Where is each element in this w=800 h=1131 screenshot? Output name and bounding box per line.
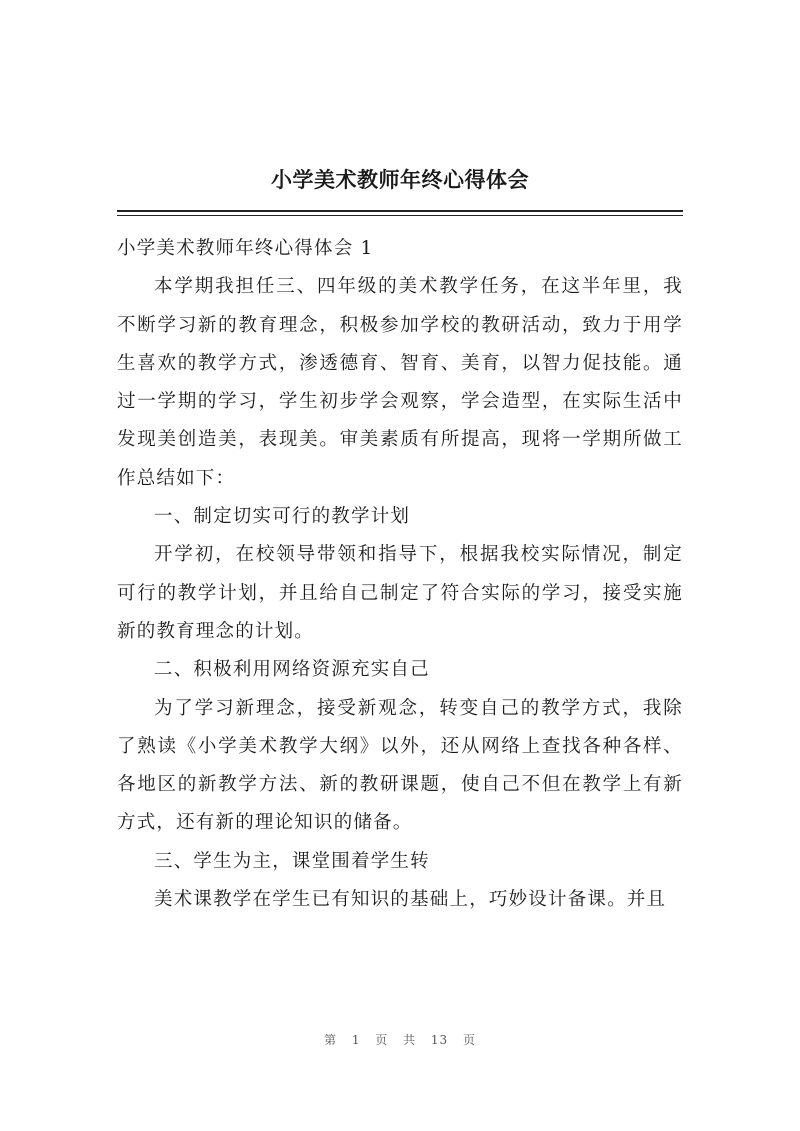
section-heading: 小学美术教师年终心得体会 1 <box>117 238 374 259</box>
document-body <box>117 230 683 919</box>
section-heading-1: 一、制定切实可行的教学计划 <box>154 506 411 528</box>
title-divider-thin <box>117 215 683 216</box>
paragraph-1: 开学初，在校领导带领和指导下，根据我校实际情况，制定可行的教学计划，并且给自己制定了符合实际的学习，接受实施新的教育理念的计划。 <box>117 544 683 642</box>
section-heading-3: 三、学生为主，课堂围着学生转 <box>154 850 430 872</box>
paragraph-intro: 本学期我担任三、四年级的美术教学任务，在这半年里，我不断学习新的教育理念，积极参加学校的教研活动，致力于用学生喜欢的教学方式，渗透德育、智育、美育，以智力促技能。通过一学期的学习，学生初步学会观察，学会造型，在实际生活中发现美创造美，表现美。审美素质有所提高，现将一学期所做工作总结如下： <box>117 276 683 489</box>
section-heading-2: 二、积极利用网络资源充实自己 <box>154 659 430 681</box>
page-number-footer: 第 1 页 共 13 页 <box>324 1033 476 1047</box>
paragraph-3: 美术课教学在学生已有知识的基础上，巧妙设计备课。并且 <box>154 889 667 911</box>
document-title: 小学美术教师年终心得体会 <box>271 168 529 192</box>
paragraph-2: 为了学习新理念，接受新观念，转变自己的教学方式，我除了熟读《小学美术教学大纲》以外，还从网络上查找各种各样、各地区的新教学方法、新的教研课题，使自己不但在教学上有新方式，还有新的理论知识的储备。 <box>117 697 683 834</box>
title-divider-thick <box>117 210 683 212</box>
